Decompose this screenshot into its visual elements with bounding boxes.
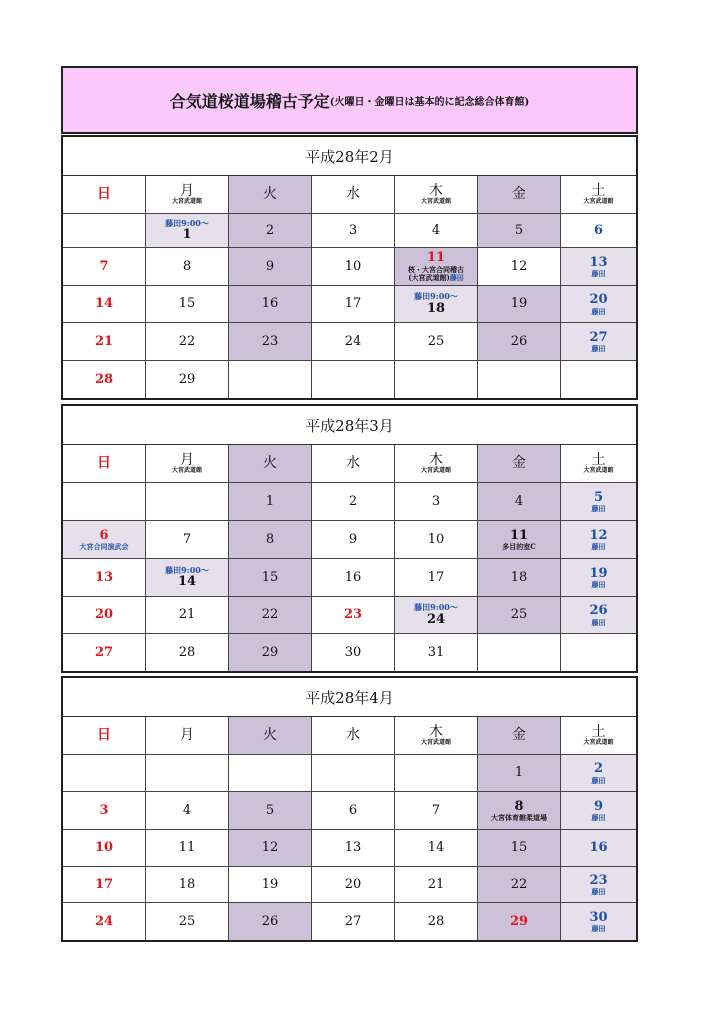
week-row bbox=[63, 830, 636, 867]
day-cell bbox=[312, 792, 395, 829]
day-cell bbox=[312, 361, 395, 398]
day-number: 11 bbox=[178, 840, 196, 856]
day-number: 19 bbox=[510, 296, 528, 312]
day-cell bbox=[229, 214, 312, 247]
day-cell bbox=[229, 248, 312, 285]
day-number: 13 bbox=[94, 569, 114, 585]
day-cell bbox=[395, 286, 478, 322]
day-number: 1 bbox=[265, 493, 275, 509]
weekday-label: 土 bbox=[591, 723, 606, 740]
day-cell bbox=[63, 867, 146, 902]
day-cell bbox=[478, 634, 561, 671]
day-number: 18 bbox=[178, 876, 196, 892]
day-number: 15 bbox=[178, 296, 196, 312]
weekday-header-cell bbox=[478, 445, 561, 482]
day-number: 23 bbox=[589, 872, 608, 888]
day-number: 5 bbox=[593, 489, 604, 505]
day-cell bbox=[312, 559, 395, 596]
weekday-header-row bbox=[63, 176, 636, 214]
day-number: 17 bbox=[427, 569, 445, 585]
week-row bbox=[63, 903, 636, 940]
day-number: 30 bbox=[589, 909, 608, 925]
day-number: 24 bbox=[94, 913, 114, 929]
day-number: 14 bbox=[177, 574, 197, 590]
day-cell bbox=[146, 483, 229, 520]
day-cell bbox=[63, 634, 146, 671]
day-cell bbox=[478, 483, 561, 520]
week-row bbox=[63, 559, 636, 597]
day-cell bbox=[478, 521, 561, 558]
day-cell bbox=[561, 867, 636, 902]
day-cell bbox=[478, 361, 561, 398]
week-row bbox=[63, 214, 636, 248]
day-cell bbox=[478, 867, 561, 902]
weekday-header-cell bbox=[395, 445, 478, 482]
day-note: 藤田9:00～ bbox=[165, 564, 209, 575]
weekday-venue: 大宮武道館 bbox=[171, 467, 202, 475]
day-number: 10 bbox=[344, 258, 362, 274]
day-number: 6 bbox=[593, 222, 604, 238]
day-note-venue: (大宮武道館) bbox=[408, 273, 450, 283]
day-note: 桜・大宮合同稽古 bbox=[408, 264, 464, 274]
day-number: 16 bbox=[589, 840, 608, 856]
month-title: 平成28年4月 bbox=[63, 678, 636, 717]
day-note: 藤田 bbox=[591, 504, 606, 514]
day-cell bbox=[312, 214, 395, 247]
day-cell bbox=[146, 286, 229, 322]
day-cell bbox=[63, 483, 146, 520]
weekday-label: 金 bbox=[512, 727, 526, 744]
day-cell bbox=[63, 597, 146, 633]
day-number: 15 bbox=[261, 569, 279, 585]
day-number: 29 bbox=[509, 913, 529, 929]
week-row bbox=[63, 483, 636, 521]
day-number: 18 bbox=[426, 300, 446, 316]
day-cell bbox=[561, 214, 636, 247]
day-note: 藤田9:00～ bbox=[165, 217, 209, 228]
day-number: 26 bbox=[261, 913, 279, 929]
day-number: 6 bbox=[99, 527, 109, 543]
day-cell bbox=[478, 214, 561, 247]
weekday-label: 日 bbox=[97, 455, 111, 472]
month-title: 平成28年3月 bbox=[63, 406, 636, 445]
week-row bbox=[63, 792, 636, 830]
day-number: 16 bbox=[261, 296, 279, 312]
weekday-header-cell bbox=[312, 717, 395, 754]
day-cell bbox=[229, 867, 312, 902]
day-cell bbox=[312, 286, 395, 322]
month-calendar-mar bbox=[61, 404, 638, 673]
day-cell bbox=[561, 559, 636, 596]
day-number: 7 bbox=[182, 531, 192, 547]
weekday-label: 土 bbox=[591, 182, 606, 199]
day-cell bbox=[229, 830, 312, 866]
day-number: 2 bbox=[265, 222, 275, 238]
weekday-venue: 大宮武道館 bbox=[583, 198, 614, 206]
day-cell bbox=[312, 903, 395, 940]
day-cell bbox=[63, 903, 146, 940]
day-note: 藤田 bbox=[591, 924, 606, 934]
day-number: 24 bbox=[344, 333, 362, 349]
day-cell bbox=[312, 521, 395, 558]
weekday-label: 金 bbox=[512, 186, 526, 203]
day-number: 12 bbox=[261, 840, 279, 856]
day-cell bbox=[229, 323, 312, 360]
day-number: 7 bbox=[431, 802, 441, 818]
day-cell bbox=[229, 521, 312, 558]
day-cell bbox=[229, 286, 312, 322]
weekday-label: 月 bbox=[180, 182, 194, 199]
day-cell bbox=[395, 248, 478, 285]
day-cell bbox=[561, 361, 636, 398]
day-cell bbox=[312, 867, 395, 902]
day-cell bbox=[395, 867, 478, 902]
weekday-label: 金 bbox=[512, 455, 526, 472]
day-cell bbox=[561, 830, 636, 866]
day-note-line bbox=[408, 274, 464, 281]
day-cell bbox=[229, 361, 312, 398]
day-cell bbox=[63, 214, 146, 247]
weekday-label: 日 bbox=[97, 727, 111, 744]
day-number: 27 bbox=[589, 329, 608, 345]
weekday-header-cell bbox=[229, 176, 312, 213]
day-cell bbox=[478, 903, 561, 940]
day-number: 22 bbox=[261, 607, 279, 623]
weekday-label: 月 bbox=[180, 727, 194, 744]
day-number: 29 bbox=[261, 644, 279, 660]
weekday-header-cell bbox=[63, 445, 146, 482]
day-number: 22 bbox=[510, 876, 528, 892]
month-calendar-apr bbox=[61, 676, 638, 942]
weekday-label: 水 bbox=[346, 455, 360, 472]
day-number: 2 bbox=[593, 761, 604, 776]
day-number: 25 bbox=[510, 607, 528, 623]
weekday-venue: 大宮武道館 bbox=[171, 198, 202, 206]
day-number: 9 bbox=[593, 798, 604, 814]
weekday-venue: 大宮武道館 bbox=[420, 198, 451, 206]
day-number: 17 bbox=[94, 876, 114, 892]
day-cell bbox=[478, 792, 561, 829]
day-note: 藤田 bbox=[591, 306, 606, 316]
day-cell bbox=[561, 634, 636, 671]
weekday-label: 木 bbox=[429, 451, 443, 468]
day-note: 藤田 bbox=[591, 344, 606, 354]
month-title: 平成28年2月 bbox=[63, 137, 636, 176]
weekday-header-cell bbox=[561, 176, 636, 213]
day-number: 20 bbox=[344, 876, 362, 892]
day-number: 13 bbox=[589, 254, 608, 270]
day-number: 26 bbox=[510, 333, 528, 349]
day-number: 9 bbox=[265, 258, 275, 274]
weekday-header-cell bbox=[146, 445, 229, 482]
day-cell bbox=[395, 830, 478, 866]
day-number: 4 bbox=[182, 802, 192, 818]
day-number: 21 bbox=[178, 607, 196, 623]
day-number: 24 bbox=[426, 611, 446, 627]
day-cell bbox=[146, 521, 229, 558]
day-number: 2 bbox=[348, 493, 358, 509]
day-cell bbox=[146, 248, 229, 285]
weekday-venue: 大宮武道館 bbox=[583, 467, 614, 475]
day-cell bbox=[561, 597, 636, 633]
day-number: 29 bbox=[178, 371, 196, 387]
day-cell bbox=[63, 286, 146, 322]
day-note: 藤田9:00～ bbox=[414, 291, 458, 302]
day-cell bbox=[561, 903, 636, 940]
day-number: 17 bbox=[344, 296, 362, 312]
day-number: 19 bbox=[261, 876, 279, 892]
day-cell bbox=[561, 286, 636, 322]
day-number: 27 bbox=[94, 644, 114, 660]
day-cell bbox=[395, 214, 478, 247]
day-cell bbox=[395, 521, 478, 558]
weekday-header-cell bbox=[146, 717, 229, 754]
day-number: 3 bbox=[99, 802, 109, 818]
day-cell bbox=[146, 830, 229, 866]
weekday-header-cell bbox=[395, 717, 478, 754]
day-cell bbox=[395, 559, 478, 596]
day-number: 25 bbox=[427, 333, 445, 349]
day-number: 15 bbox=[510, 840, 528, 856]
day-cell bbox=[395, 755, 478, 791]
weekday-label: 木 bbox=[429, 723, 443, 740]
day-number: 28 bbox=[427, 913, 445, 929]
weekday-label: 火 bbox=[263, 186, 277, 203]
day-cell bbox=[63, 792, 146, 829]
day-cell bbox=[146, 755, 229, 791]
day-cell bbox=[561, 792, 636, 829]
day-number: 12 bbox=[510, 258, 528, 274]
day-note: 藤田 bbox=[591, 813, 606, 823]
day-number: 13 bbox=[344, 840, 362, 856]
week-row bbox=[63, 521, 636, 559]
day-cell bbox=[478, 755, 561, 791]
day-number: 11 bbox=[509, 527, 529, 543]
day-number: 16 bbox=[344, 569, 362, 585]
day-number: 11 bbox=[426, 250, 446, 266]
day-cell bbox=[395, 323, 478, 360]
day-number: 31 bbox=[427, 644, 445, 660]
day-cell bbox=[63, 830, 146, 866]
weekday-label: 土 bbox=[591, 451, 606, 468]
day-number: 18 bbox=[510, 569, 528, 585]
day-cell bbox=[229, 903, 312, 940]
day-cell bbox=[63, 248, 146, 285]
weekday-header-cell bbox=[63, 717, 146, 754]
day-cell bbox=[146, 792, 229, 829]
day-number: 26 bbox=[589, 603, 608, 618]
weekday-label: 木 bbox=[429, 182, 443, 199]
day-note-instructor: 藤田 bbox=[449, 273, 464, 283]
weekday-label: 火 bbox=[263, 455, 277, 472]
day-cell bbox=[229, 483, 312, 520]
day-note: 藤田 bbox=[591, 887, 606, 897]
day-note: 藤田 bbox=[591, 580, 606, 590]
weekday-header-row bbox=[63, 717, 636, 755]
day-cell bbox=[312, 597, 395, 633]
weekday-header-row bbox=[63, 445, 636, 483]
day-cell bbox=[561, 755, 636, 791]
weekday-header-cell bbox=[63, 176, 146, 213]
day-number: 14 bbox=[94, 296, 114, 312]
day-number: 3 bbox=[431, 493, 441, 509]
day-number: 8 bbox=[514, 798, 524, 814]
weekday-header-cell bbox=[561, 445, 636, 482]
weekday-header-cell bbox=[478, 717, 561, 754]
day-number: 20 bbox=[94, 607, 114, 623]
day-cell bbox=[312, 483, 395, 520]
day-number: 28 bbox=[178, 644, 196, 660]
day-number: 23 bbox=[261, 333, 279, 349]
day-note: 藤田 bbox=[591, 269, 606, 279]
weekday-label: 火 bbox=[263, 727, 277, 744]
day-cell bbox=[478, 248, 561, 285]
day-number: 19 bbox=[589, 565, 608, 581]
weekday-header-cell bbox=[478, 176, 561, 213]
day-cell bbox=[229, 634, 312, 671]
day-cell bbox=[63, 323, 146, 360]
day-cell bbox=[146, 597, 229, 633]
day-cell bbox=[312, 830, 395, 866]
weekday-venue: 大宮武道館 bbox=[420, 467, 451, 475]
week-row bbox=[63, 867, 636, 903]
day-number: 1 bbox=[182, 227, 192, 243]
day-number: 23 bbox=[343, 607, 363, 623]
day-number: 4 bbox=[431, 222, 441, 238]
day-cell bbox=[395, 634, 478, 671]
day-note: 多目的室C bbox=[502, 542, 536, 552]
day-cell bbox=[146, 323, 229, 360]
day-cell bbox=[312, 755, 395, 791]
day-cell bbox=[478, 559, 561, 596]
day-number: 4 bbox=[514, 493, 524, 509]
day-number: 9 bbox=[348, 531, 358, 547]
day-cell bbox=[478, 830, 561, 866]
week-row bbox=[63, 323, 636, 361]
day-cell bbox=[312, 323, 395, 360]
day-number: 28 bbox=[94, 371, 114, 387]
weekday-venue: 大宮武道館 bbox=[420, 739, 451, 747]
day-cell bbox=[312, 634, 395, 671]
weekday-header-cell bbox=[561, 717, 636, 754]
day-note: 藤田9:00～ bbox=[414, 602, 458, 613]
day-cell bbox=[146, 903, 229, 940]
day-number: 5 bbox=[265, 802, 275, 818]
day-note: 藤田 bbox=[591, 617, 606, 627]
day-number: 14 bbox=[427, 840, 445, 856]
day-number: 20 bbox=[589, 292, 608, 307]
day-number: 8 bbox=[182, 258, 192, 274]
schedule-header bbox=[61, 66, 638, 134]
day-cell bbox=[478, 286, 561, 322]
day-number: 1 bbox=[514, 765, 524, 781]
weekday-label: 水 bbox=[346, 727, 360, 744]
day-cell bbox=[146, 559, 229, 596]
weekday-header-cell bbox=[395, 176, 478, 213]
day-number: 5 bbox=[514, 222, 524, 238]
day-number: 27 bbox=[344, 913, 362, 929]
weekday-label: 日 bbox=[97, 186, 111, 203]
day-cell bbox=[146, 867, 229, 902]
schedule-title: 合気道桜道場稽古予定 bbox=[169, 91, 330, 111]
day-note: 藤田 bbox=[591, 775, 606, 785]
day-cell bbox=[561, 248, 636, 285]
day-cell bbox=[229, 559, 312, 596]
weekday-header-cell bbox=[312, 445, 395, 482]
week-row bbox=[63, 755, 636, 792]
day-number: 12 bbox=[589, 527, 608, 543]
weekday-venue: 大宮武道館 bbox=[583, 739, 614, 747]
day-cell bbox=[395, 361, 478, 398]
day-cell bbox=[63, 755, 146, 791]
weekday-header-cell bbox=[229, 445, 312, 482]
day-note: 藤田 bbox=[591, 542, 606, 552]
day-cell bbox=[229, 755, 312, 791]
day-number: 10 bbox=[427, 531, 445, 547]
day-note: 大宮合同演武会 bbox=[79, 542, 129, 552]
schedule-subtitle: (火曜日・金曜日は基本的に記念総合体育館) bbox=[329, 96, 530, 108]
day-cell bbox=[229, 597, 312, 633]
week-row bbox=[63, 286, 636, 323]
day-cell bbox=[146, 634, 229, 671]
day-cell bbox=[478, 323, 561, 360]
day-number: 7 bbox=[99, 258, 109, 274]
day-number: 21 bbox=[427, 876, 445, 892]
day-number: 8 bbox=[265, 531, 275, 547]
day-cell bbox=[229, 792, 312, 829]
month-calendar-feb bbox=[61, 135, 638, 400]
week-row bbox=[63, 597, 636, 634]
day-number: 25 bbox=[178, 913, 196, 929]
weekday-label: 月 bbox=[180, 451, 194, 468]
day-number: 22 bbox=[178, 333, 196, 349]
week-row bbox=[63, 361, 636, 398]
day-cell bbox=[395, 792, 478, 829]
day-cell bbox=[561, 521, 636, 558]
day-cell bbox=[63, 521, 146, 558]
day-cell bbox=[146, 214, 229, 247]
day-cell bbox=[63, 559, 146, 596]
day-cell bbox=[146, 361, 229, 398]
weekday-header-cell bbox=[146, 176, 229, 213]
day-number: 6 bbox=[348, 802, 358, 818]
week-row bbox=[63, 248, 636, 286]
day-number: 21 bbox=[94, 333, 114, 349]
day-cell bbox=[312, 248, 395, 285]
day-cell bbox=[395, 597, 478, 633]
day-cell bbox=[561, 483, 636, 520]
week-row bbox=[63, 634, 636, 671]
day-number: 30 bbox=[344, 644, 362, 660]
day-cell bbox=[63, 361, 146, 398]
weekday-label: 水 bbox=[346, 186, 360, 203]
day-cell bbox=[395, 483, 478, 520]
day-number: 10 bbox=[94, 840, 114, 856]
day-cell bbox=[395, 903, 478, 940]
day-note: 大宮体育館柔道場 bbox=[491, 813, 547, 823]
weekday-header-cell bbox=[312, 176, 395, 213]
weekday-header-cell bbox=[229, 717, 312, 754]
day-cell bbox=[561, 323, 636, 360]
day-cell bbox=[478, 597, 561, 633]
day-number: 3 bbox=[348, 222, 358, 238]
